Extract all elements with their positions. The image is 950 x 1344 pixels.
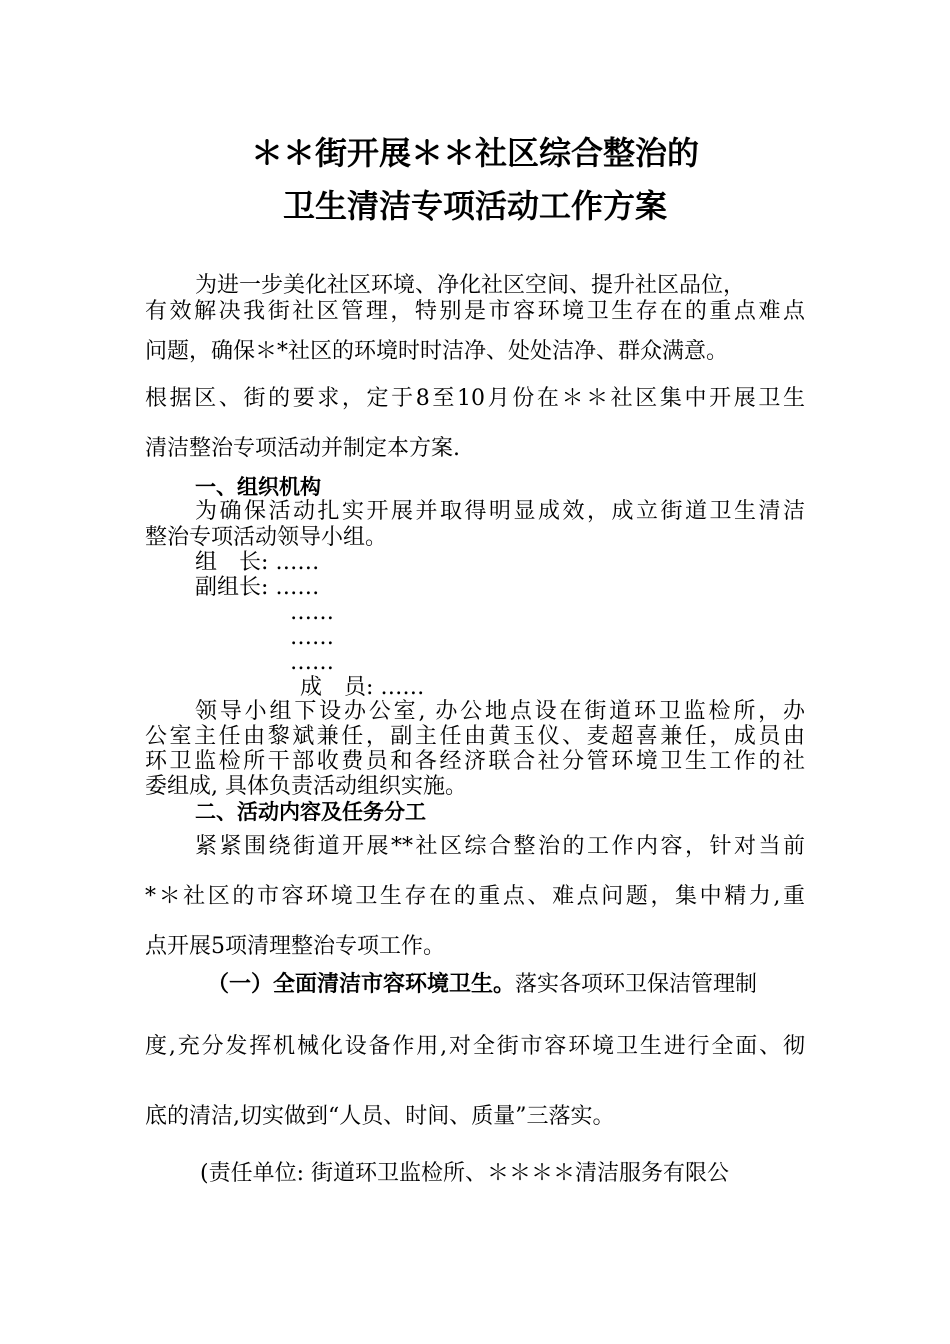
- deputy-more-line: ……: [290, 625, 334, 650]
- section1-para-line: 整治专项活动领导小组。: [145, 525, 388, 550]
- intro-line: 根据区、街的要求，定于8至10月份在＊＊社区集中开展卫生: [145, 386, 805, 411]
- item1-line: 底的清洁,切实做到“人员、时间、质量”三落实。: [145, 1104, 615, 1129]
- doc-title-line1: ＊＊街开展＊＊社区综合整治的: [250, 134, 699, 172]
- section2-para-line: 点开展5项清理整治专项工作。: [145, 934, 445, 959]
- office-para-line: 领导小组下设办公室, 办公地点设在街道环卫监检所，办: [195, 699, 805, 724]
- office-para-line: 公室主任由黎斌兼任，副主任由黄玉仪、麦超喜兼任，成员由: [145, 724, 805, 749]
- section1-heading: 一、组织机构: [195, 475, 321, 499]
- section2-para-line: *＊社区的市容环境卫生存在的重点、难点问题，集中精力,重: [145, 884, 805, 909]
- item1-line: 度,充分发挥机械化设备作用,对全街市容环境卫生进行全面、彻: [145, 1034, 805, 1059]
- member-line: 成 员: ……: [300, 675, 425, 700]
- section2-heading: 二、活动内容及任务分工: [195, 800, 426, 824]
- intro-line: 有效解决我街社区管理，特别是市容环境卫生存在的重点难点: [145, 299, 805, 324]
- item1-heading: （一）全面清洁市容环境卫生。: [207, 972, 516, 997]
- office-para-line: 环卫监检所干部收费员和各经济联合社分管环境卫生工作的社: [145, 749, 805, 774]
- intro-line: 问题，确保＊*社区的环境时时洁净、处处洁净、群众满意。: [145, 339, 729, 364]
- section2-para-line: 紧紧围绕街道开展**社区综合整治的工作内容，针对当前: [195, 834, 805, 859]
- leader-line: 组 长: ……: [195, 550, 320, 575]
- deputy-line: 副组长: ……: [195, 575, 320, 600]
- office-para-line: 委组成, 具体负责活动组织实施。: [145, 774, 467, 799]
- deputy-more-line: ……: [290, 650, 334, 675]
- intro-line: 清洁整治专项活动并制定本方案.: [145, 436, 460, 461]
- doc-title-line2: 卫生清洁专项活动工作方案: [282, 187, 667, 225]
- deputy-more-line: ……: [290, 600, 334, 625]
- item1-first-line: [207, 972, 805, 998]
- item1-rest: 落实各项环卫保洁管理制: [515, 972, 758, 997]
- responsibility-line: (责任单位: 街道环卫监检所、＊＊＊＊清洁服务有限公: [200, 1161, 729, 1186]
- section1-para-line: 为确保活动扎实开展并取得明显成效，成立街道卫生清洁: [195, 499, 805, 524]
- intro-line: 为进一步美化社区环境、净化社区空间、提升社区品位，: [195, 273, 746, 298]
